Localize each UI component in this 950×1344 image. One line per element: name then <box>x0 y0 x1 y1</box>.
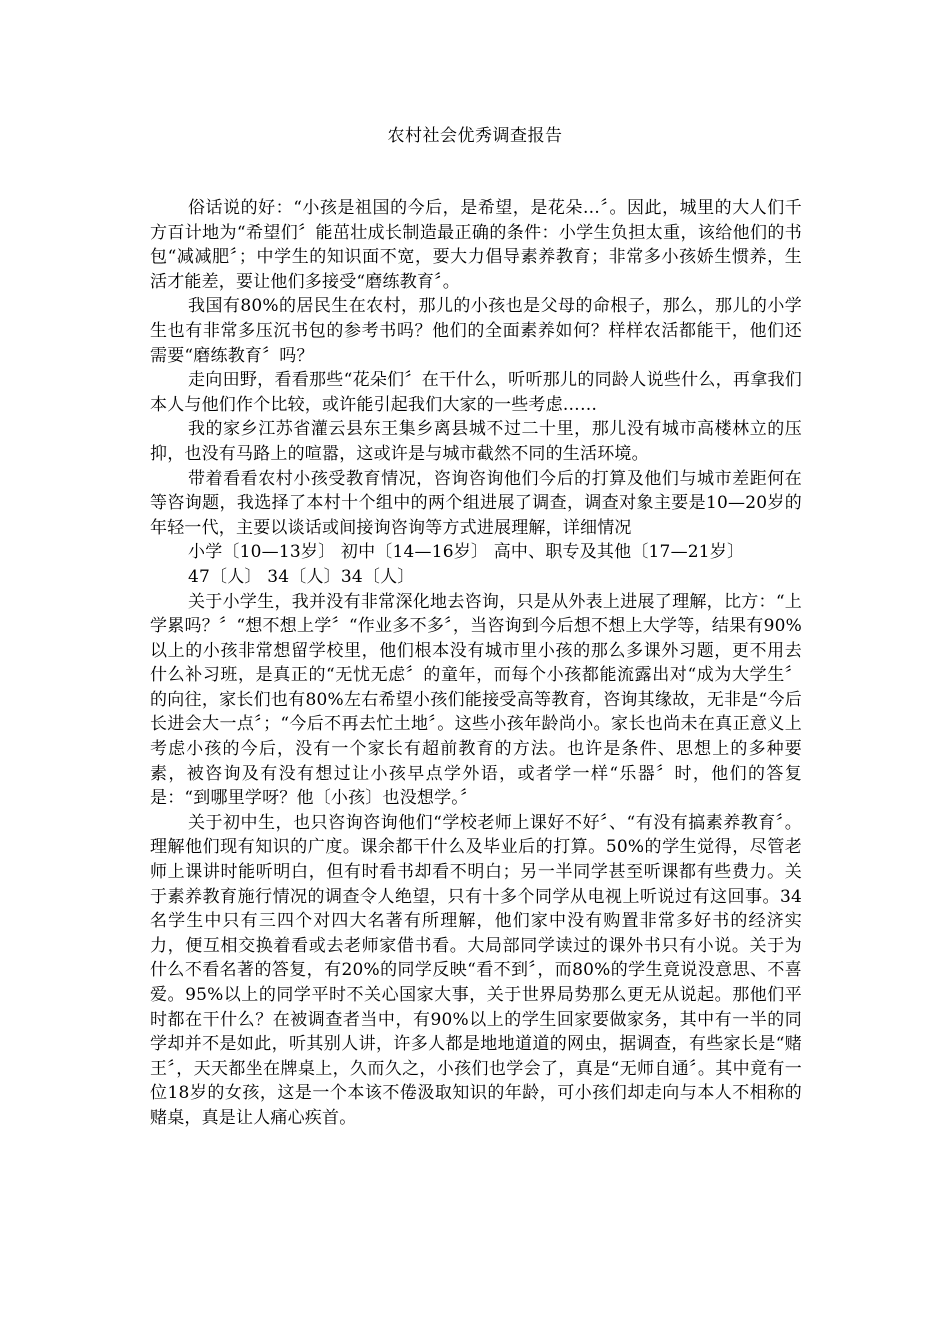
paragraph-hometown: 我的家乡江苏省灌云县东王集乡离县城不过二十里，那儿没有城市高楼林立的压抑，也没有马路上的喧嚣，这或许是与城市截然不同的生活环境。 <box>150 419 802 464</box>
stats-counts: 47〔人〕 34〔人〕34〔人〕 <box>188 566 415 587</box>
document-body <box>150 196 802 1131</box>
paragraph-fields: 走向田野，看看那些“花朵们〞在干什么，听听那儿的同龄人说些什么，再拿我们本人与他们作个比较，或许能引起我们大家的一些考虑…… <box>150 370 802 415</box>
document-title: 农村社会优秀调查报告 <box>387 126 563 146</box>
paragraph-intro: 俗话说的好：“小孩是祖国的今后，是希望，是花朵…〞。因此，城里的大人们千方百计地为“希望们〞能茁壮成长制造最正确的条件：小学生负担太重，该给他们的书包“减减肥〞；中学生的知识面不宽，要大力倡导素养教育；非常多小孩娇生惯养，生活才能差，要让他们多接受“磨练教育〞。 <box>150 198 802 292</box>
paragraph-middle-students: 关于初中生，也只咨询咨询他们“学校老师上课好不好〞、“有没有搞素养教育〞。理解他们现有知识的广度。课余都干什么及毕业后的打算。50%的学生觉得，尽管老师上课讲时能听明白，但有时看书却看不明白；另一半同学甚至听课都有些费力。关于素养教育施行情况的调查令人绝望，只有十多个同学从电视上听说过有这回事。34名学生中只有三四个对四大名著有所理解，他们家中没有购置非常多好书的经济实力，便互相交换着看或去老师家借书看。大局部同学读过的课外书只有小说。关于为什么不看名著的答复，有20%的同学反映“看不到〞，而80%的学生竟说没意思、不喜爱。95%以上的同学平时不关心国家大事，关于世界局势那么更无从说起。那他们平时都在干什么？在被调查者当中，有90%以上的学生回家要做家务，其中有一半的同学却并不是如此，听其别人讲，许多人都是地地道道的网虫，据调查，有些家长是“赌王〞，天天都坐在牌桌上，久而久之，小孩们也学会了，真是“无师自通〞。其中竟有一位18岁的女孩，这是一个本该不倦汲取知识的年龄，可小孩们却走向与本人不相称的赌桌，真是让人痛心疾首。 <box>150 812 802 1128</box>
paragraph-rural-population: 我国有80%的居民生在农村，那儿的小孩也是父母的命根子，那么，那儿的小学生也有非常多压沉书包的参考书吗？他们的全面素养如何？样样农活都能干，他们还需要“磨练教育〞吗？ <box>150 296 802 366</box>
paragraph-survey-method: 带着看看农村小孩受教育情况，咨询咨询他们今后的打算及他们与城市差距何在等咨询题，我选择了本村十个组中的两个组进展了调查，调查对象主要是10—20岁的年轻一代，主要以谈话或间接询咨询等方式进展理解，详细情况 <box>150 468 802 538</box>
paragraph-primary-students: 关于小学生，我并没有非常深化地去咨询，只是从外表上进展了理解，比方：“上学累吗？〞“想不想上学〞“作业多不多〞，当咨询到今后想不想上大学等，结果有90%以上的小孩非常想留学校里，他们根本没有城市里小孩的那么多课外习题，更不用去什么补习班，是真正的“无忧无虑〞的童年，而每个小孩都能流露出对“成为大学生〞的向往，家长们也有80%左右希望小孩们能接受高等教育，咨询其缘故，无非是“今后长进会大一点〞；“今后不再去忙土地〞。这些小孩年龄尚小。家长也尚未在真正意义上考虑小孩的今后，没有一个家长有超前教育的方法。也许是条件、思想上的多种要素，被咨询及有没有想过让小孩早点学外语，或者学一样“乐器〞时，他们的答复是：“到哪里学呀？他〔小孩〕也没想学。〞 <box>150 591 802 809</box>
stats-age-groups: 小学〔10—13岁〕 初中〔14—16岁〕 高中、职专及其他〔17—21岁〕 <box>188 542 745 563</box>
